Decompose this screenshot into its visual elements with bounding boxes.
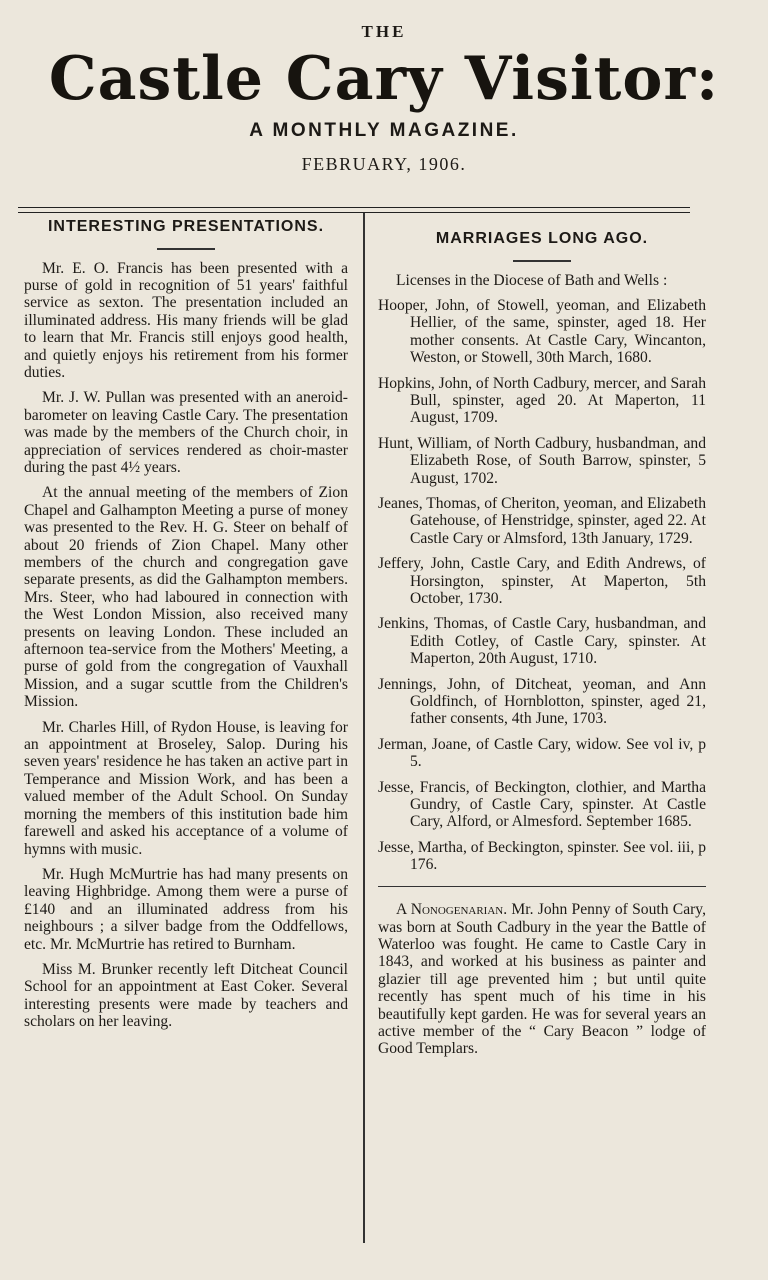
marriage-entry: Hunt, William, of North Cadbury, husbandman, and Elizabeth Rose, of South Barrow, spinster, 5 August, 1702. <box>378 434 706 487</box>
note-title: A Nonogenarian. <box>396 901 508 919</box>
masthead-article: THE <box>361 22 407 41</box>
issue-date: FEBRUARY, 1906. <box>301 154 467 174</box>
marriage-entry: Hooper, John, of Stowell, yeoman, and Elizabeth Hellier, of the same, spinster, aged 18. Her mother consents. At Castle Cary, Wincanton, Weston, or Stowell, 30th March, 1680. <box>378 296 706 367</box>
marriage-entry: Jenkins, Thomas, of Castle Cary, husbandman, and Edith Cotley, of Castle Cary, spinster. At Maperton, 20th August, 1710. <box>378 615 706 668</box>
left-column <box>24 218 348 1039</box>
right-column <box>378 218 706 1066</box>
header-double-rule <box>18 207 690 213</box>
marriage-entry: Jesse, Martha, of Beckington, spinster. See vol. iii, p 176. <box>378 838 706 874</box>
masthead-title: Castle Cary Visitor: <box>48 44 720 114</box>
heading-rule <box>157 248 215 250</box>
marriage-entry: Jeanes, Thomas, of Cheriton, yeoman, and Elizabeth Gatehouse, of Henstridge, spinster, aged 22. At Castle Cary or Almsford, 13th January, 1729. <box>378 494 706 547</box>
marriage-entry: Jeffery, John, Castle Cary, and Edith Andrews, of Horsington, spinster, At Maperton, 5th October, 1730. <box>378 555 706 607</box>
article-paragraph: Miss M. Brunker recently left Ditcheat Council School for an appointment at East Coker. Several interesting presents were made by teachers and scholars on her leaving. <box>24 960 348 1031</box>
marriage-entry: Jesse, Francis, of Beckington, clothier, and Martha Gundry, of Castle Cary, spinster. At Castle Cary, Alford, or Almesford. September 1685. <box>378 778 706 831</box>
column-divider <box>363 213 365 1243</box>
nonogenarian-note <box>378 901 706 1058</box>
marriage-entry: Jennings, John, of Ditcheat, yeoman, and Ann Goldfinch, of Hornblotton, spinster, aged 21, father consents, 4th June, 1703. <box>378 675 706 728</box>
article-paragraph: Mr. Hugh McMurtrie has had many presents on leaving Highbridge. Among them were a purse of £140 and an illuminated address from his neighbours ; a silver badge from the Oddfellows, etc. Mr. McMurtrie has retired to Burnham. <box>24 865 348 953</box>
marriage-entry: Jerman, Joane, of Castle Cary, widow. See vol iv, p 5. <box>378 735 706 771</box>
marriages-intro: Licenses in the Diocese of Bath and Wells : <box>396 271 668 289</box>
masthead <box>0 22 768 175</box>
marriages-heading: MARRIAGES LONG AGO. <box>435 230 649 247</box>
note-body: Mr. John Penny of South Cary, was born at South Cadbury in the year the Battle of Waterloo was fought. He came to Castle Cary in 1843, and worked at his business as painter and glazier till age prevented him ; but until quite recently has spent much of his time in his beautifully kept garden. He was for several years an active member of the “ Cary Beacon ” lodge of Good Templars. <box>378 901 706 1058</box>
article-paragraph: Mr. J. W. Pullan was presented with an aneroid-barometer on leaving Castle Cary. The presentation was made by the members of the Church choir, in appreciation of services rendered as choir-master during the past 4½ years. <box>24 389 348 476</box>
masthead-subtitle: A MONTHLY MAGAZINE. <box>249 120 519 141</box>
marriage-entry: Hopkins, John, of North Cadbury, mercer, and Sarah Bull, spinster, aged 20. At Maperton, 11 August, 1709. <box>378 374 706 427</box>
presentations-heading: INTERESTING PRESENTATIONS. <box>47 218 325 235</box>
heading-rule <box>513 260 571 262</box>
section-rule <box>378 886 706 888</box>
article-paragraph: Mr. E. O. Francis has been presented with a purse of gold in recognition of 51 years' faithful service as sexton. The presentation included an illuminated address. His many friends will be glad to learn that Mr. Francis still enjoys good health, and quietly enjoys his retirement from his former duties. <box>24 259 348 381</box>
article-paragraph: Mr. Charles Hill, of Rydon House, is leaving for an appointment at Broseley, Salop. During his seven years' residence he has taken an active part in Temperance and Mission Work, and has been a valued member of the Adult School. On Sunday morning the members of this institution bade him farewell and asked his acceptance of a volume of hymns with music. <box>24 718 348 858</box>
article-paragraph: At the annual meeting of the members of Zion Chapel and Galhampton Meeting a purse of money was presented to the Rev. H. G. Steer on behalf of about 20 friends of Zion Chapel. Many other members of the church and congregation gave separate presents, as did the Galhampton members. Mrs. Steer, who had laboured in connection with the West London Mission, also received many presents on leaving London. These included an afternoon tea-service from the Mothers' Meeting, a purse of gold from the congregation of Vauxhall Mission, and a sugar scuttle from the Children's Mission. <box>24 484 348 711</box>
